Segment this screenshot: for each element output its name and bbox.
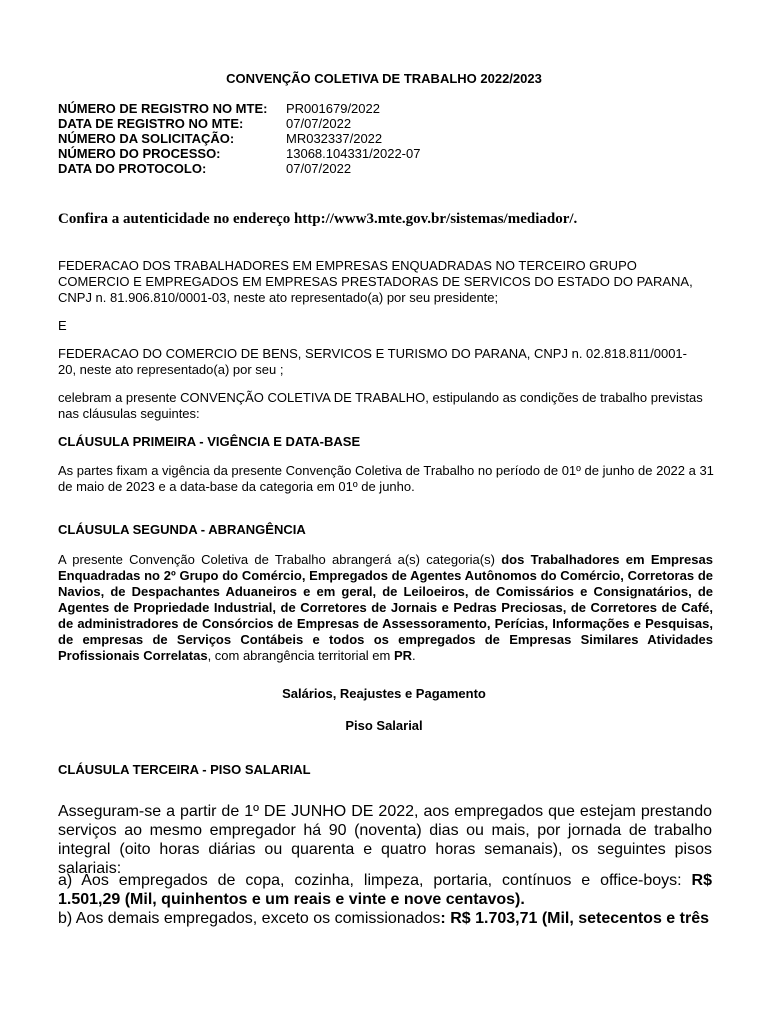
clause2-categories: dos Trabalhadores em Empresas Enquadradas no 2º Grupo do Comércio, Empregados de Agentes Autônomos do Comércio, Corretoras de Navios, de Despachantes Aduaneiros e em geral, de Leiloeiros, de Comissários e Consignatários, de Agentes de Propriedade Industrial, de Corretores de Jornais e Pedras Preciosas, de Corretores de Café, de administradores de Consórcios de Empresas de Assessoramento, Perícias, Informações e Pesquisas, de empresas de Serviços Contábeis e todos os empregados de Empresas Similares Atividades Profissionais Correlatas [58,552,713,663]
registration-row [58,146,420,161]
registration-label: NÚMERO DA SOLICITAÇÃO: [58,131,235,146]
registration-value: 07/07/2022 [286,161,352,176]
section-title: Salários, Reajustes e Pagamento [282,686,486,701]
conjunction-e: E [58,318,67,333]
item-b-text: b) Aos demais empregados, exceto os comissionados [58,910,441,927]
registration-row [58,131,420,146]
clause2-region: PR [393,648,413,663]
registration-value: PR001679/2022 [286,101,380,116]
registration-value: 13068.104331/2022-07 [286,146,421,161]
clause2-text-end: . [412,648,416,663]
registration-row [58,161,420,176]
clause3-item-b [58,909,712,928]
clause3-intro: Asseguram-se a partir de 1º DE JUNHO DE 2022, aos empregados que estejam prestando serviços ao mesmo empregador há 90 (noventa) dias ou mais, por jornada de trabalho integral (oito horas diárias ou quarenta e quatro horas semanais), os seguintes pisos salariais: [58,803,712,877]
registration-value: 07/07/2022 [286,116,352,131]
clause2-text-mid: , com abrangência territorial em [207,648,394,663]
agreement-intro-paragraph: celebram a presente CONVENÇÃO COLETIVA DE TRABALHO, estipulando as condições de trabalho previstas nas cláusulas seguintes: [58,390,703,421]
item-b-value: : R$ 1.703,71 (Mil, setecentos e três [440,910,709,927]
item-a-value: R$ 1.501,29 (Mil, quinhentos e um reais e vinte e nove centavos). [58,872,712,908]
clause3-item-a [58,871,712,909]
registration-label: DATA DO PROTOCOLO: [58,161,207,176]
party-employers-paragraph: FEDERACAO DO COMERCIO DE BENS, SERVICOS E TURISMO DO PARANA, CNPJ n. 02.818.811/0001-20, neste ato representado(a) por seu ; [58,346,687,377]
registration-row [58,116,420,131]
clause2-heading: CLÁUSULA SEGUNDA - ABRANGÊNCIA [58,522,306,537]
registration-label: NÚMERO DO PROCESSO: [58,146,221,161]
clause1-heading: CLÁUSULA PRIMEIRA - VIGÊNCIA E DATA-BASE [58,434,361,449]
clause2-text-start: A presente Convenção Coletiva de Trabalho abrangerá a(s) categoria(s) [58,552,502,567]
party-workers-paragraph: FEDERACAO DOS TRABALHADORES EM EMPRESAS ENQUADRADAS NO TERCEIRO GRUPO COMERCIO E EMPREGADOS EM EMPRESAS PRESTADORAS DE SERVICOS DO ESTADO DO PARANA, CNPJ n. 81.906.810/0001-03, neste ato representado(a) por seu presidente; [58,258,693,305]
authenticity-note: Confira a autenticidade no endereço http://www3.mte.gov.br/sistemas/mediador/. [58,211,578,227]
item-a-text: a) Aos empregados de copa, cozinha, limpeza, portaria, contínuos e office-boys: [58,872,692,889]
registration-value: MR032337/2022 [286,131,383,146]
subsection-title: Piso Salarial [345,718,423,733]
registration-label: DATA DE REGISTRO NO MTE: [58,116,244,131]
document-title: CONVENÇÃO COLETIVA DE TRABALHO 2022/2023 [226,71,542,86]
clause3-heading: CLÁUSULA TERCEIRA - PISO SALARIAL [58,762,311,777]
registration-block [58,101,420,176]
registration-row [58,101,420,116]
clause1-text: As partes fixam a vigência da presente Convenção Coletiva de Trabalho no período de 01º de junho de 2022 a 31 de maio de 2023 e a data-base da categoria em 01º de junho. [58,463,714,494]
clause2-text [58,552,713,664]
registration-label: NÚMERO DE REGISTRO NO MTE: [58,101,268,116]
